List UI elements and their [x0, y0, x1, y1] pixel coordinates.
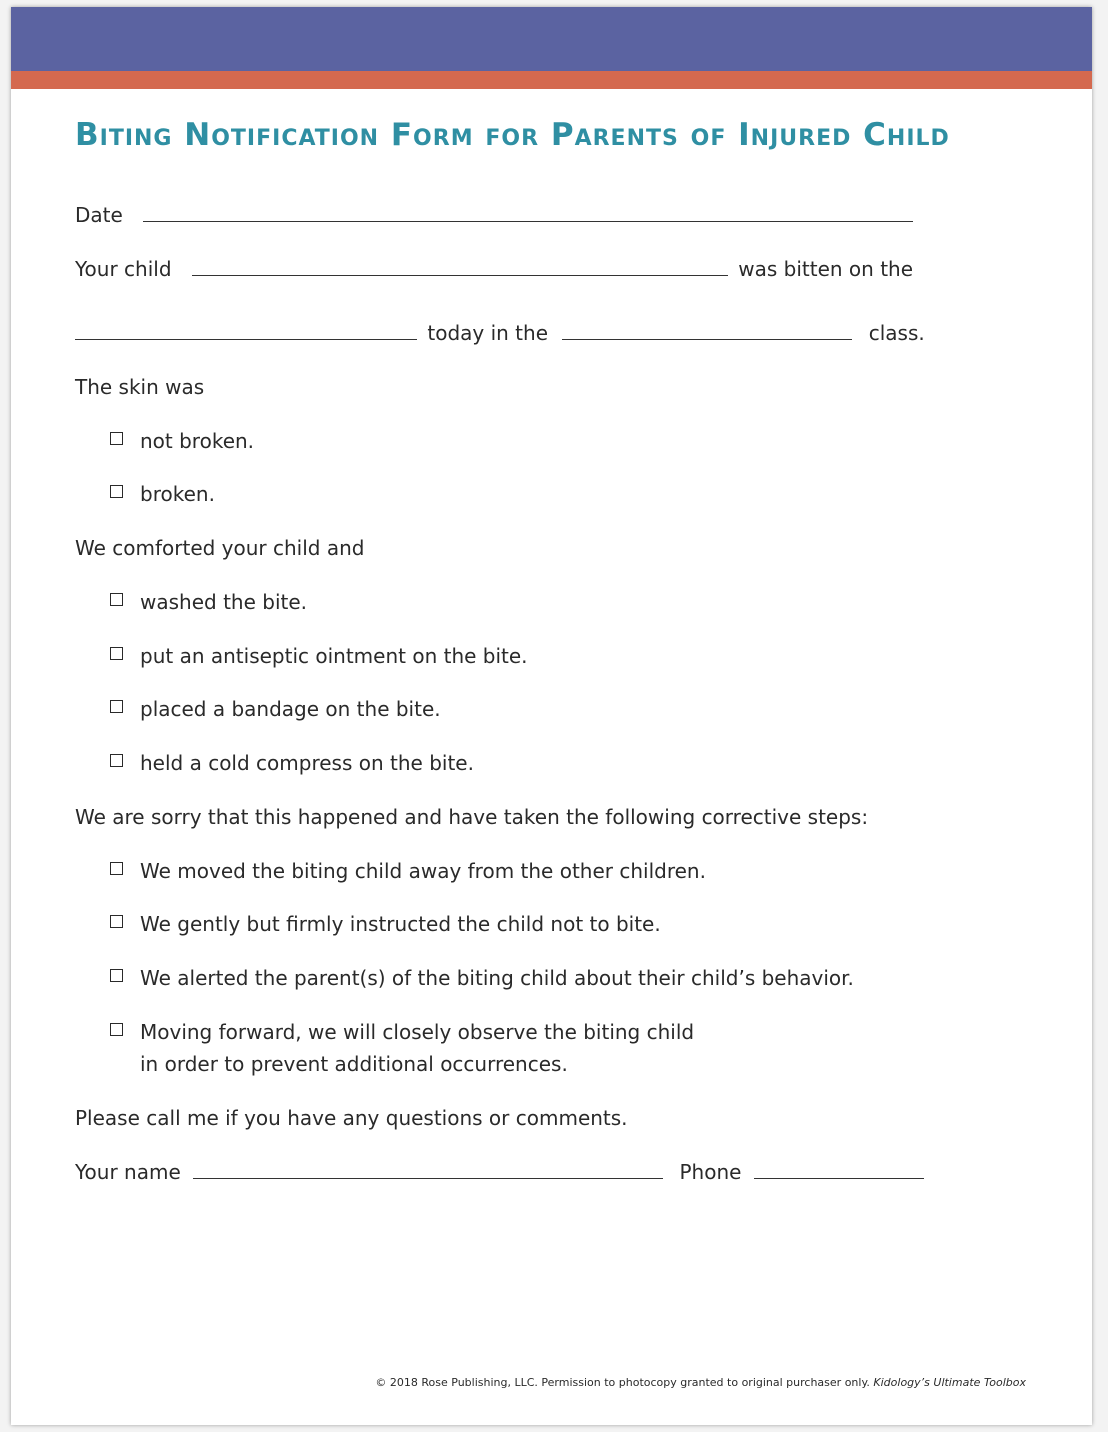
checkbox-ointment[interactable]: [110, 647, 123, 660]
option-ointment: put an antiseptic ointment on the bite.: [140, 644, 528, 668]
signature-row: [75, 1160, 924, 1184]
book-title: Kidology’s Ultimate Toolbox: [873, 1376, 1026, 1389]
checkbox-broken[interactable]: [110, 485, 123, 498]
comfort-heading: We comforted your child and: [75, 536, 365, 560]
your-name-field[interactable]: [193, 1160, 663, 1179]
phone-label: Phone: [679, 1160, 742, 1184]
your-child-label: Your child: [75, 257, 172, 281]
option-alerted-parents: We alerted the parent(s) of the biting child about their child’s behavior.: [140, 966, 854, 990]
option-bandage: placed a bandage on the bite.: [140, 697, 441, 721]
option-washed: washed the bite.: [140, 590, 308, 614]
body-part-field[interactable]: [75, 321, 417, 340]
option-observe-child: Moving forward, we will closely observe the biting child: [140, 1020, 695, 1044]
child-row: [75, 257, 913, 281]
copyright-footer: [375, 1376, 1026, 1389]
header-band: [11, 7, 1092, 71]
class-label: class.: [868, 321, 925, 345]
your-name-label: Your name: [75, 1160, 181, 1184]
option-instructed-child: We gently but firmly instructed the child not to bite.: [140, 912, 661, 936]
checkbox-cold-compress[interactable]: [110, 754, 123, 767]
option-not-broken: not broken.: [140, 429, 255, 453]
class-name-field[interactable]: [562, 321, 852, 340]
date-row: [75, 203, 913, 227]
option-cold-compress: held a cold compress on the bite.: [140, 751, 474, 775]
accent-band: [11, 71, 1092, 89]
option-moved-child: We moved the biting child away from the other children.: [140, 859, 706, 883]
child-name-field[interactable]: [192, 257, 728, 276]
copyright-text: © 2018 Rose Publishing, LLC. Permission to photocopy granted to original purchaser only.: [375, 1376, 870, 1389]
form-title: Biting Notification Form for Parents of Injured Child: [75, 117, 950, 153]
checkbox-alerted-parents[interactable]: [110, 969, 123, 982]
checkbox-not-broken[interactable]: [110, 432, 123, 445]
bitten-on-label: was bitten on the: [738, 257, 914, 281]
phone-field[interactable]: [754, 1160, 924, 1179]
checkbox-moved-child[interactable]: [110, 862, 123, 875]
checkbox-washed[interactable]: [110, 593, 123, 606]
option-broken: broken.: [140, 482, 215, 506]
checkbox-instructed-child[interactable]: [110, 915, 123, 928]
date-field[interactable]: [143, 203, 913, 222]
form-page: [11, 7, 1092, 1425]
skin-heading: The skin was: [75, 375, 205, 399]
date-label: Date: [75, 203, 123, 227]
checkbox-bandage[interactable]: [110, 700, 123, 713]
option-observe-child-continued: in order to prevent additional occurrences.: [140, 1052, 568, 1076]
location-row: [75, 321, 925, 345]
closing-text: Please call me if you have any questions or comments.: [75, 1106, 628, 1130]
today-in-the-label: today in the: [427, 321, 548, 345]
corrective-heading: We are sorry that this happened and have taken the following corrective steps:: [75, 805, 869, 829]
checkbox-observe-child[interactable]: [110, 1023, 123, 1036]
